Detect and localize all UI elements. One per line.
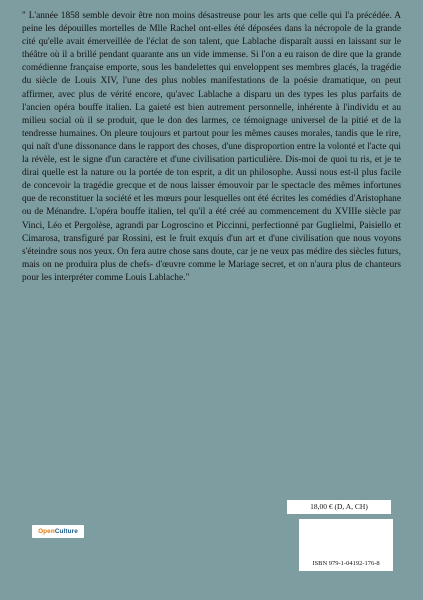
publisher-logo-part1: Open bbox=[38, 528, 55, 535]
publisher-logo bbox=[32, 525, 84, 538]
publisher-logo-part2: Culture bbox=[54, 528, 78, 535]
back-cover-quote: " L'année 1858 semble devoir être non moins désastreuse pour les arts que celle qui l'a précédée. A peine les dépouilles mortelles de Mlle Rachel ont-elles été déposées dans la nécropole de la grande cité qu'elle avait émerveillée de l'éclat de son talent, que Lablache disparaît aussi en laissant sur le théâtre où il a brillé pendant quarante ans un vide immense. Si l'on a eu raison de dire que la grande comédienne française emporte, sous les bandelettes qui enveloppent ses membres glacés, la tragédie du siècle de Louis XIV, l'une des plus nobles manifestations de la poésie dramatique, on peut affirmer, avec plus de vérité encore, qu'avec Lablache a disparu un des types les plus parfaits de l'ancien opéra bouffe italien. La gaieté est bien autrement personnelle, inhérente à l'individu et au milieu social où il se produit, que le don des larmes, ce témoignage universel de la pitié et de la tendresse humaines. On pleure toujours et partout pour les mêmes causes morales, tandis que le rire, qui naît d'une dissonance dans le rapport des choses, d'une disproportion entre la volonté et l'acte qui la révèle, est le signe d'un caractère et d'une civilisation particulière. Dis-moi de quoi tu ris, et je te dirai quelle est la nature ou la portée de ton esprit, a dit un philosophe. Aussi nous est-il plus facile de concevoir la tragédie grecque et de nous laisser émouvoir par le spectacle des mêmes infortunes que de reconstituer la société et les mœurs pour lesquelles ont été écrites les comédies d'Aristophane ou de Ménandre. L'opéra bouffe italien, tel qu'il a été créé au commencement du XVIIIe siècle par Vinci, Léo et Pergolèse, agrandi par Logroscino et Piccinni, perfectionné par Guglielmi, Paisiello et Cimarosa, transfiguré par Rossini, est le fruit exquis d'un art et d'une civilisation que nous voyons s'éteindre sous nos yeux. On fera autre chose sans doute, car je ne veux pas médire des siècles futurs, mais on ne produira plus de chefs- d'œuvre comme le Mariage secret, et on n'aura plus de chanteurs pour les interpréter comme Louis Lablache." bbox=[22, 11, 401, 283]
isbn-number: ISBN 979-1-04192-176-8 bbox=[312, 560, 380, 567]
price-label: 18,00 € (D, A, CH) bbox=[287, 500, 391, 514]
isbn-barcode-area bbox=[299, 519, 393, 571]
